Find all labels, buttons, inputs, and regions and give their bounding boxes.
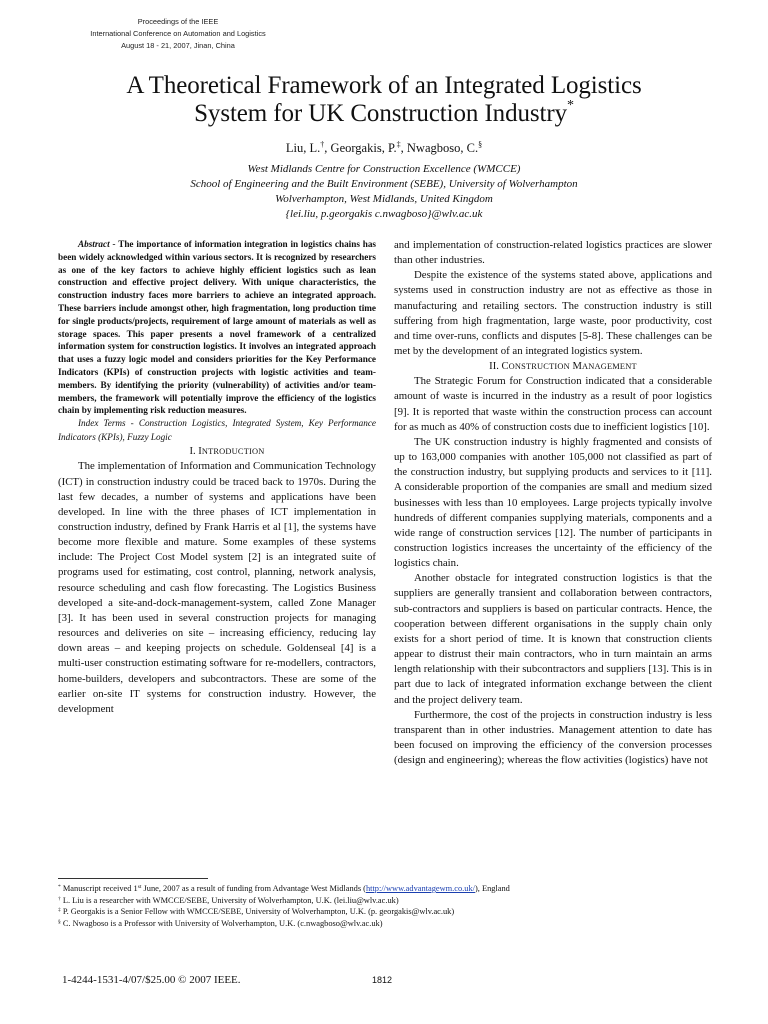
left-column [58, 238, 376, 717]
intro-paragraph-2: Despite the existence of the systems stated above, applications and systems used in construction industry are not as effective as those in manufacturing and retailing sectors. The construction industry is still suffering from high fragmentation, large waste, poor productivity, cost and time over-runs, conflicts and disputes [5-8]. These challenges can be met by the development of an integrated logistics system. [394, 269, 712, 358]
conference-line: International Conference on Automation and Logistics [90, 29, 266, 38]
affiliations [0, 162, 768, 222]
section2-paragraph-4: Furthermore, the cost of the projects in construction industry is less transparent than in other industries. Management attention to date has been focused on improving the efficiency of the conversion processes (design and engineering); whereas the flow activities (logistics) have not [394, 708, 712, 767]
advantagewm-link[interactable]: http://www.advantagewm.co.uk/ [365, 884, 475, 893]
footnote-georgakis: ‡ P. Georgakis is a Senior Fellow with WMCCE/SEBE, University of Wolverhampton, U.K. (p. georgakis@wlv.ac.uk) [58, 907, 455, 916]
abstract: Abstract - The importance of information integration in logistics chains has been widely acknowledged within various sectors. It is recognized by researchers as one of the key factors to achieve highly efficient logistics such as lean construction and effective project delivery. With unique characteristics, the construction industry faces more barriers to achieve an integrated approach. These barriers include amongst other, high fragmentation, long production time for single products/projects, requirement of large amount of materials as well as storage spaces. This paper presents a novel framework of a centralized information system for construction logistics. It involves an integrated approach that uses a fuzzy logic model and considers priorities for the Key Performance Indicators (KPIs) of construction projects with logistic activities and team-members. By identifying the priority (vulnerability) of activities and/or team-members, the framework will potentially improve the efficiency of the logistics chain by implementing risk reduction measures. [58, 239, 376, 416]
footnote-nwagboso: § C. Nwagboso is a Professor with University of Wolverhampton, U.K. (c.nwagboso@wlv.ac.uk) [58, 918, 383, 928]
intro-continuation: and implementation of construction-related logistics practices are slower than other industries. [394, 239, 712, 267]
proceedings-line: Proceedings of the IEEE [137, 17, 219, 26]
author-list: Liu, L.†, Georgakis, P.‡, Nwagboso, C.§ [285, 140, 483, 155]
right-column [394, 238, 712, 768]
title-line-2: System for UK Construction Industry* [194, 98, 574, 127]
title-footnote-mark: * [566, 98, 574, 113]
author-nwagboso: Nwagboso, C. [406, 141, 479, 155]
copyright-notice: 1-4244-1531-4/07/$25.00 © 2007 IEEE. [62, 974, 241, 986]
index-terms: Index Terms - Construction Logistics, Integrated System, Key Performance Indicators (KPIs), Fuzzy Logic [58, 418, 377, 442]
footnote-manuscript: * Manuscript received 1st June, 2007 as a result of funding from Advantage West Midlands (http://www.advantagewm.co.uk/), England [58, 884, 510, 893]
date-location-line: August 18 - 21, 2007, Jinan, China [121, 41, 235, 50]
affiliation-line: Wolverhampton, West Midlands, United Kingdom [275, 193, 493, 205]
footnote-liu: † L. Liu is a researcher with WMCCE/SEBE, University of Wolverhampton, U.K. (lei.liu@wlv.ac.uk) [58, 895, 399, 905]
author-emails: {lei.liu, p.georgakis c.nwagboso}@wlv.ac.uk [285, 208, 483, 220]
section2-paragraph-3: Another obstacle for integrated construction logistics is that the suppliers are generally transient and collaboration between contractors, sub-contractors and suppliers is based on particular contracts. Hence, the cooperation between different organisations in the supply chain only exists for a short period of time. It is known that construction clients appear to distrust their main contractors, who in turn maintain an arms length relationship with their subcontractors and suppliers [13]. This is in part due to lack of integrated information exchange between the client and the project delivery team. [394, 572, 712, 706]
title-line-1: A Theoretical Framework of an Integrated Logistics [126, 72, 642, 99]
paper-title [40, 72, 728, 128]
footnote-divider [58, 878, 208, 879]
footnotes [58, 878, 718, 929]
affiliation-line: West Midlands Centre for Construction Excellence (WMCCE) [247, 163, 521, 175]
intro-paragraph-1: The implementation of Information and Communication Technology (ICT) in construction industry could be traced back to 1970s. During the last few decades, a number of systems and applications have been developed. In line with the three phases of ICT implementation in construction industry, defined by Frank Harris et al [1], the systems have become more flexible and mature. Some examples of these systems include: The Project Cost Model system [2] is an integrated suite of programs used for estimating, cost control, planning, network analysis, resource scheduling and cash flow forecasting. The Logistics Business developed a site-and-dock-management-system, called Zone Manager [3]. It has been used in several construction projects for managing resources and deliveries on site – increasing efficiency, reducing lay down areas – and keeping projects on schedule. Goldenseal [4] is a multi-user construction estimating software for re-modellers, contractors, home-builders, developers and subcontractors. These are some of the earlier on-site IT systems for construction industry. However, the development [58, 460, 376, 715]
proceedings-header [0, 16, 356, 52]
section-heading-construction-management: II. CONSTRUCTION MANAGEMENT [489, 361, 637, 373]
affiliation-line: School of Engineering and the Built Environment (SEBE), University of Wolverhampton [190, 178, 578, 190]
section-heading-introduction: I. INTRODUCTION [189, 446, 265, 458]
author-georgakis: Georgakis, P. [330, 141, 397, 155]
section2-paragraph-1: The Strategic Forum for Construction indicated that a considerable amount of waste is incurred in the industry as a result of poor logistics [9]. It is reported that waste within the construction process can account for as much as 40% of construction costs due to inefficient logistics [10]. [394, 375, 712, 433]
page-number: 1812 [372, 975, 393, 985]
author-liu: Liu, L. [285, 141, 321, 155]
section2-paragraph-2: The UK construction industry is highly fragmented and consists of up to 163,000 companies with another 105,000 not classified as part of the construction industry, but supplying products and services to it [11]. A considerable proportion of the companies are small and medium sized businesses with less than 10 employees. Large projects typically involve hundreds of different companies supplying materials, components and a wide range of construction services [12]. The number of participants in construction logistics increases the uncertainty of the efficiency of the logistics chain. [394, 435, 712, 570]
